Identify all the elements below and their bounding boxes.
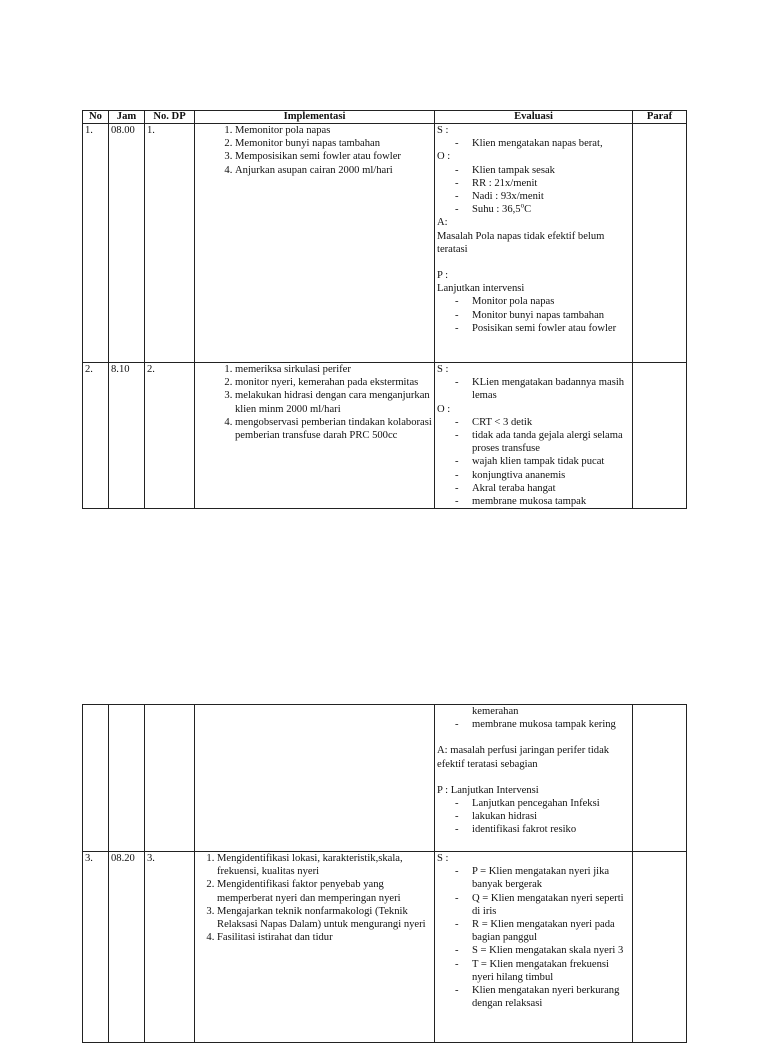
list-item: 3. Memposisikan semi fowler atau fowler: [235, 150, 432, 163]
cell-no: 2.: [83, 363, 109, 509]
table-row: [83, 363, 687, 509]
list-item: 2. monitor nyeri, kemerahan pada ekstermitas: [235, 376, 432, 389]
list-item: - Nadi : 93x/menit: [472, 190, 630, 203]
cell-jam: 08.00: [109, 124, 145, 363]
list-item: - Posisikan semi fowler atau fowler: [472, 322, 630, 335]
cell-no-dp: 2.: [145, 363, 195, 509]
list-item: - identifikasi fakrot resiko: [472, 823, 630, 836]
cell-evaluasi: [435, 852, 633, 1043]
eval-a-text: Masalah Pola napas tidak efektif belum teratasi: [437, 230, 605, 255]
list-item: - Klien tampak sesak: [472, 164, 630, 177]
eval-o-list: [437, 718, 630, 731]
cell-evaluasi: [435, 363, 633, 509]
eval-p-text: P : Lanjutkan Intervensi: [437, 784, 539, 796]
list-item: - Monitor bunyi napas tambahan: [472, 309, 630, 322]
list-item: - T = Klien mengatakan frekuensi nyeri hilang timbul: [472, 958, 630, 984]
list-item: - Klien mengatakan napas berat,: [472, 137, 630, 150]
list-item: 2. Memonitor bunyi napas tambahan: [235, 137, 432, 150]
list-item: 1. Memonitor pola napas: [235, 124, 432, 137]
list-item: 2. Mengidentifikasi faktor penyebab yang memperberat nyeri dan memperingan nyeri: [217, 878, 432, 904]
eval-a-label: A:: [437, 217, 448, 229]
eval-o-list: [437, 416, 630, 508]
header-row: [83, 111, 687, 124]
cell-evaluasi: [435, 705, 633, 852]
eval-a-text: A: masalah perfusi jaringan perifer tidak efektif teratasi sebagian: [437, 745, 610, 770]
list-item: 4. Anjurkan asupan cairan 2000 ml/hari: [235, 164, 432, 177]
eval-s-label: S :: [437, 364, 449, 375]
list-item: - membrane mukosa tampak kering: [472, 718, 630, 731]
spacer: [437, 256, 630, 269]
eval-o-label: O :: [437, 403, 451, 415]
list-item: - tidak ada tanda gejala alergi selama proses transfuse: [472, 429, 630, 455]
header-no-dp: No. DP: [145, 111, 195, 124]
header-evaluasi: Evaluasi: [435, 111, 633, 124]
list-item: - S = Klien mengatakan skala nyeri 3: [472, 944, 630, 957]
eval-s-list: [437, 137, 630, 150]
cell-implementasi: [195, 363, 435, 509]
list-item: - membrane mukosa tampak: [472, 495, 630, 508]
eval-s-list: [437, 865, 630, 1010]
list-item: - R = Klien mengatakan nyeri pada bagian panggul: [472, 918, 630, 944]
cell-evaluasi: [435, 124, 633, 363]
implementasi-list: [197, 124, 432, 177]
table-row: [83, 705, 687, 852]
list-item: 1. memeriksa sirkulasi perifer: [235, 363, 432, 376]
spacer: [437, 731, 630, 744]
cell-paraf: [633, 852, 687, 1043]
eval-p-text: Lanjutkan intervensi: [437, 283, 525, 295]
cell-implementasi: [195, 124, 435, 363]
list-item: - Monitor pola napas: [472, 295, 630, 308]
cell-paraf: [633, 124, 687, 363]
table-row: [83, 852, 687, 1043]
list-item: [472, 203, 630, 216]
list-item: - konjungtiva ananemis: [472, 469, 630, 482]
cell-no: 3.: [83, 852, 109, 1043]
cell-no: [83, 705, 109, 852]
nursing-table-top: [82, 110, 687, 509]
cell-implementasi: [195, 852, 435, 1043]
list-item: - Q = Klien mengatakan nyeri seperti di iris: [472, 892, 630, 918]
cell-implementasi: [195, 705, 435, 852]
eval-o-label: O :: [437, 151, 451, 163]
eval-s-list: [437, 376, 630, 402]
eval-p-label: P :: [437, 270, 449, 282]
cell-paraf: [633, 363, 687, 509]
list-item: - CRT < 3 detik: [472, 416, 630, 429]
spacer: [437, 771, 630, 784]
implementasi-list: [197, 852, 432, 944]
eval-p-list: [437, 295, 630, 335]
list-item: - P = Klien mengatakan nyeri jika banyak bergerak: [472, 865, 630, 891]
header-paraf: Paraf: [633, 111, 687, 124]
list-item: 1. Mengidentifikasi lokasi, karakteristik,skala, frekuensi, kualitas nyeri: [217, 852, 432, 878]
eval-s-label: S :: [437, 125, 449, 136]
cell-no-dp: [145, 705, 195, 852]
eval-continuation-text: kemerahan: [472, 706, 519, 717]
list-item: - wajah klien tampak tidak pucat: [472, 455, 630, 468]
list-item: 4. mengobservasi pemberian tindakan kolaborasi pemberian transfuse darah PRC 500cc: [235, 416, 432, 442]
suhu-unit: C: [524, 204, 532, 216]
list-item: - lakukan hidrasi: [472, 810, 630, 823]
cell-paraf: [633, 705, 687, 852]
list-item: - KLien mengatakan badannya masih lemas: [472, 376, 630, 402]
list-item: 3. melakukan hidrasi dengan cara menganjurkan klien minm 2000 ml/hari: [235, 389, 432, 415]
eval-p-list: [437, 797, 630, 837]
header-no: No: [83, 111, 109, 124]
degree-mark: o: [520, 201, 525, 210]
list-item: 3. Mengajarkan teknik nonfarmakologi (Teknik Relaksasi Napas Dalam) untuk mengurangi nyeri: [217, 905, 432, 931]
implementasi-list: [197, 363, 432, 442]
eval-o-list: [437, 164, 630, 217]
cell-jam: [109, 705, 145, 852]
header-implementasi: Implementasi: [195, 111, 435, 124]
list-item: 4. Fasilitasi istirahat dan tidur: [217, 931, 432, 944]
header-jam: Jam: [109, 111, 145, 124]
nursing-table-bottom: [82, 704, 687, 1043]
cell-no-dp: 1.: [145, 124, 195, 363]
cell-no: 1.: [83, 124, 109, 363]
list-item: - Akral teraba hangat: [472, 482, 630, 495]
table-row: [83, 124, 687, 363]
list-item: - RR : 21x/menit: [472, 177, 630, 190]
list-item: - Klien mengatakan nyeri berkurang dengan relaksasi: [472, 984, 630, 1010]
cell-no-dp: 3.: [145, 852, 195, 1043]
list-item: - Lanjutkan pencegahan Infeksi: [472, 797, 630, 810]
cell-jam: 8.10: [109, 363, 145, 509]
eval-s-label: S :: [437, 853, 449, 864]
cell-jam: 08.20: [109, 852, 145, 1043]
suhu-text: Suhu : 36,5: [472, 204, 521, 216]
